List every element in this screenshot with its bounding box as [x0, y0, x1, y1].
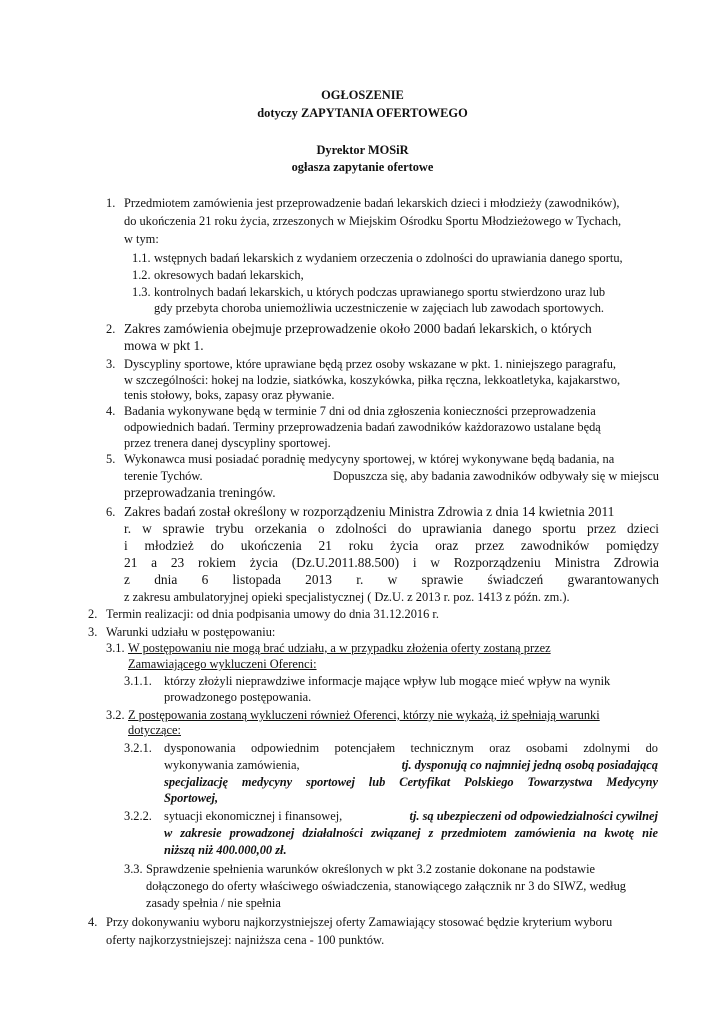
item-5-line-2b: Dopuszcza się, aby badania zawodników odbywały się w miejscu [333, 469, 659, 483]
item-1-1-number: 1.1. [132, 251, 151, 265]
section-3-text: Warunki udziału w postępowaniu: [106, 625, 276, 639]
item-6-line-1: Zakres badań został określony w rozporządzeniu Ministra Zdrowia z dnia 14 kwietnia 2011 [124, 504, 615, 519]
item-1-1-text: wstępnych badań lekarskich z wydaniem orzeczenia o zdolności do uprawiania danego sportu, [154, 251, 623, 265]
item-3-3-number: 3.3. [124, 862, 143, 876]
item-6-line-4: 21 a 23 rokiem życia (Dz.U.2011.88.500) i w Rozporządzeniu Ministra Zdrowia [124, 555, 659, 570]
item-3-2-number: 3.2. [106, 708, 125, 722]
item-2-line-2: mowa w pkt 1. [124, 338, 204, 353]
item-2-line-1: Zakres zamówienia obejmuje przeprowadzenie około 2000 badań lekarskich, o których [124, 321, 592, 336]
item-3-2-1-line-3: specjalizację medycyny sportowej lub Certyfikat Polskiego Towarzystwa Medycyny [164, 775, 658, 789]
item-6-line-6: z zakresu ambulatoryjnej opieki specjalistycznej ( Dz.U. z 2013 r. poz. 1413 z późn. zm.). [124, 590, 570, 604]
doc-subtitle: dotyczy ZAPYTANIA OFERTOWEGO [257, 106, 468, 120]
item-3-1-1-line-2: prowadzonego postępowania. [164, 690, 312, 704]
item-3-2-2-line-3: niższą niż 400.000,00 zł. [164, 843, 287, 857]
item-3-2-2-number: 3.2.2. [124, 809, 152, 823]
item-3-2-1-line-2a: wykonywania zamówienia, [164, 758, 300, 772]
item-3-2-2-line-1a: sytuacji ekonomicznej i finansowej, [164, 809, 343, 823]
item-5-line-1: Wykonawca musi posiadać poradnię medycyny sportowej, w której wykonywane będą badania, na [124, 452, 615, 466]
item-1-3-line-1: kontrolnych badań lekarskich, u których podczas uprawianego sportu stwierdzono uraz lub [154, 285, 606, 299]
item-1-2-text: okresowych badań lekarskich, [154, 268, 304, 282]
item-1-3-line-2: gdy przebyta choroba uniemożliwia uczestniczenie w zajęciach lub zawodach sportowych. [154, 301, 605, 315]
item-3-number: 3. [106, 357, 116, 371]
item-3-2-2-line-1b: tj. są ubezpieczeni od odpowiedzialności cywilnej [409, 809, 658, 823]
item-3-2-2-line-1 [164, 808, 658, 824]
item-2-number: 2. [106, 322, 116, 336]
item-4-line-1: Badania wykonywane będą w terminie 7 dni od dnia zgłoszenia konieczności przeprowadzenia [124, 404, 596, 418]
item-5-line-3: przeprowadzania treningów. [124, 485, 276, 500]
item-3-1-1-number: 3.1.1. [124, 674, 152, 688]
section-4-line-1: Przy dokonywaniu wyboru najkorzystniejszej oferty Zamawiający stosować będzie kryterium wyboru [106, 915, 613, 929]
item-6-number: 6. [106, 505, 116, 519]
item-5-line-2 [124, 468, 659, 484]
item-6-line-5: z dnia 6 listopada 2013 r. w sprawie świadczeń gwarantowanych [124, 572, 659, 587]
item-3-2-line-2: dotyczące: [128, 723, 181, 737]
item-1-3-number: 1.3. [132, 285, 151, 299]
section-2-number: 2. [88, 607, 98, 621]
item-1-line-3: w tym: [124, 232, 159, 246]
item-3-2-1-line-2b: tj. dysponują co najmniej jedną osobą posiadającą [401, 758, 658, 772]
item-4-number: 4. [106, 404, 116, 418]
announce-line: ogłasza zapytanie ofertowe [291, 160, 434, 174]
item-5-line-2a: terenie Tychów. [124, 469, 203, 483]
item-1-line-2: do ukończenia 21 roku życia, zrzeszonych w Miejskim Ośrodku Sportu Młodzieżowego w Tychach, [124, 214, 622, 228]
item-3-3-line-1: Sprawdzenie spełnienia warunków określonych w pkt 3.2 zostanie dokonane na podstawie [146, 862, 596, 876]
section-2-text: Termin realizacji: od dnia podpisania umowy do dnia 31.12.2016 r. [106, 607, 439, 621]
item-3-2-1-number: 3.2.1. [124, 741, 152, 755]
director-line: Dyrektor MOSiR [316, 143, 409, 157]
item-3-1-number: 3.1. [106, 641, 125, 655]
item-1-line-1: Przedmiotem zamówienia jest przeprowadzenie badań lekarskich dzieci i młodzieży (zawodników), [124, 196, 620, 210]
item-3-2-2-line-2: w zakresie prowadzonej działalności związanej z przedmiotem zamówienia na kwotę nie [164, 826, 658, 840]
item-3-line-2: w szczególności: hokej na lodzie, siatkówka, koszykówka, piłka ręczna, lekkoatletyka, kajakarstwo, [124, 373, 621, 387]
section-4-number: 4. [88, 915, 98, 929]
item-3-3-line-2: dołączonego do oferty właściwego oświadczenia, stanowiącego załącznik nr 3 do SIWZ, według [146, 879, 626, 893]
item-6-line-2: r. w sprawie trybu orzekania o zdolności do uprawiania danego sportu przez dzieci [124, 521, 659, 536]
item-4-line-3: przez trenera danej dyscypliny sportowej. [124, 436, 331, 450]
item-3-3-line-3: zasady spełnia / nie spełnia [146, 896, 281, 910]
item-3-2-1-line-4: Sportowej, [164, 791, 219, 805]
item-3-1-line-1: W postępowaniu nie mogą brać udziału, a w przypadku złożenia oferty zostaną przez [128, 641, 551, 655]
item-1-number: 1. [106, 196, 116, 210]
item-3-1-1-line-1: którzy złożyli nieprawdziwe informacje mające wpływ lub mogące mieć wpływ na wynik [164, 674, 611, 688]
item-1-2-number: 1.2. [132, 268, 151, 282]
item-3-2-1-line-1: dysponowania odpowiednim potencjałem technicznym oraz osobami zdolnymi do [164, 741, 658, 755]
item-3-line-1: Dyscypliny sportowe, które uprawiane będą przez osoby wskazane w pkt. 1. niniejszego paragrafu, [124, 357, 617, 371]
section-3-number: 3. [88, 625, 98, 639]
item-5-number: 5. [106, 452, 116, 466]
section-4-line-2: oferty najkorzystniejszej: najniższa cena - 100 punktów. [106, 933, 385, 947]
item-3-line-3: tenis stołowy, boks, zapasy oraz pływanie. [124, 388, 335, 402]
item-3-2-1-line-2 [164, 757, 658, 773]
item-6-line-3: i młodzież do ukończenia 21 roku życia oraz przez zawodników pomiędzy [124, 538, 659, 553]
item-3-2-line-1: Z postępowania zostaną wykluczeni również Oferenci, którzy nie wykażą, iż spełniają warunki [128, 708, 600, 722]
item-3-1-line-2: Zamawiającego wykluczeni Oferenci: [128, 657, 317, 671]
doc-title: OGŁOSZENIE [321, 88, 404, 102]
item-4-line-2: odpowiednich badań. Terminy przeprowadzenia badań zawodników każdorazowo ustalane będą [124, 420, 601, 434]
